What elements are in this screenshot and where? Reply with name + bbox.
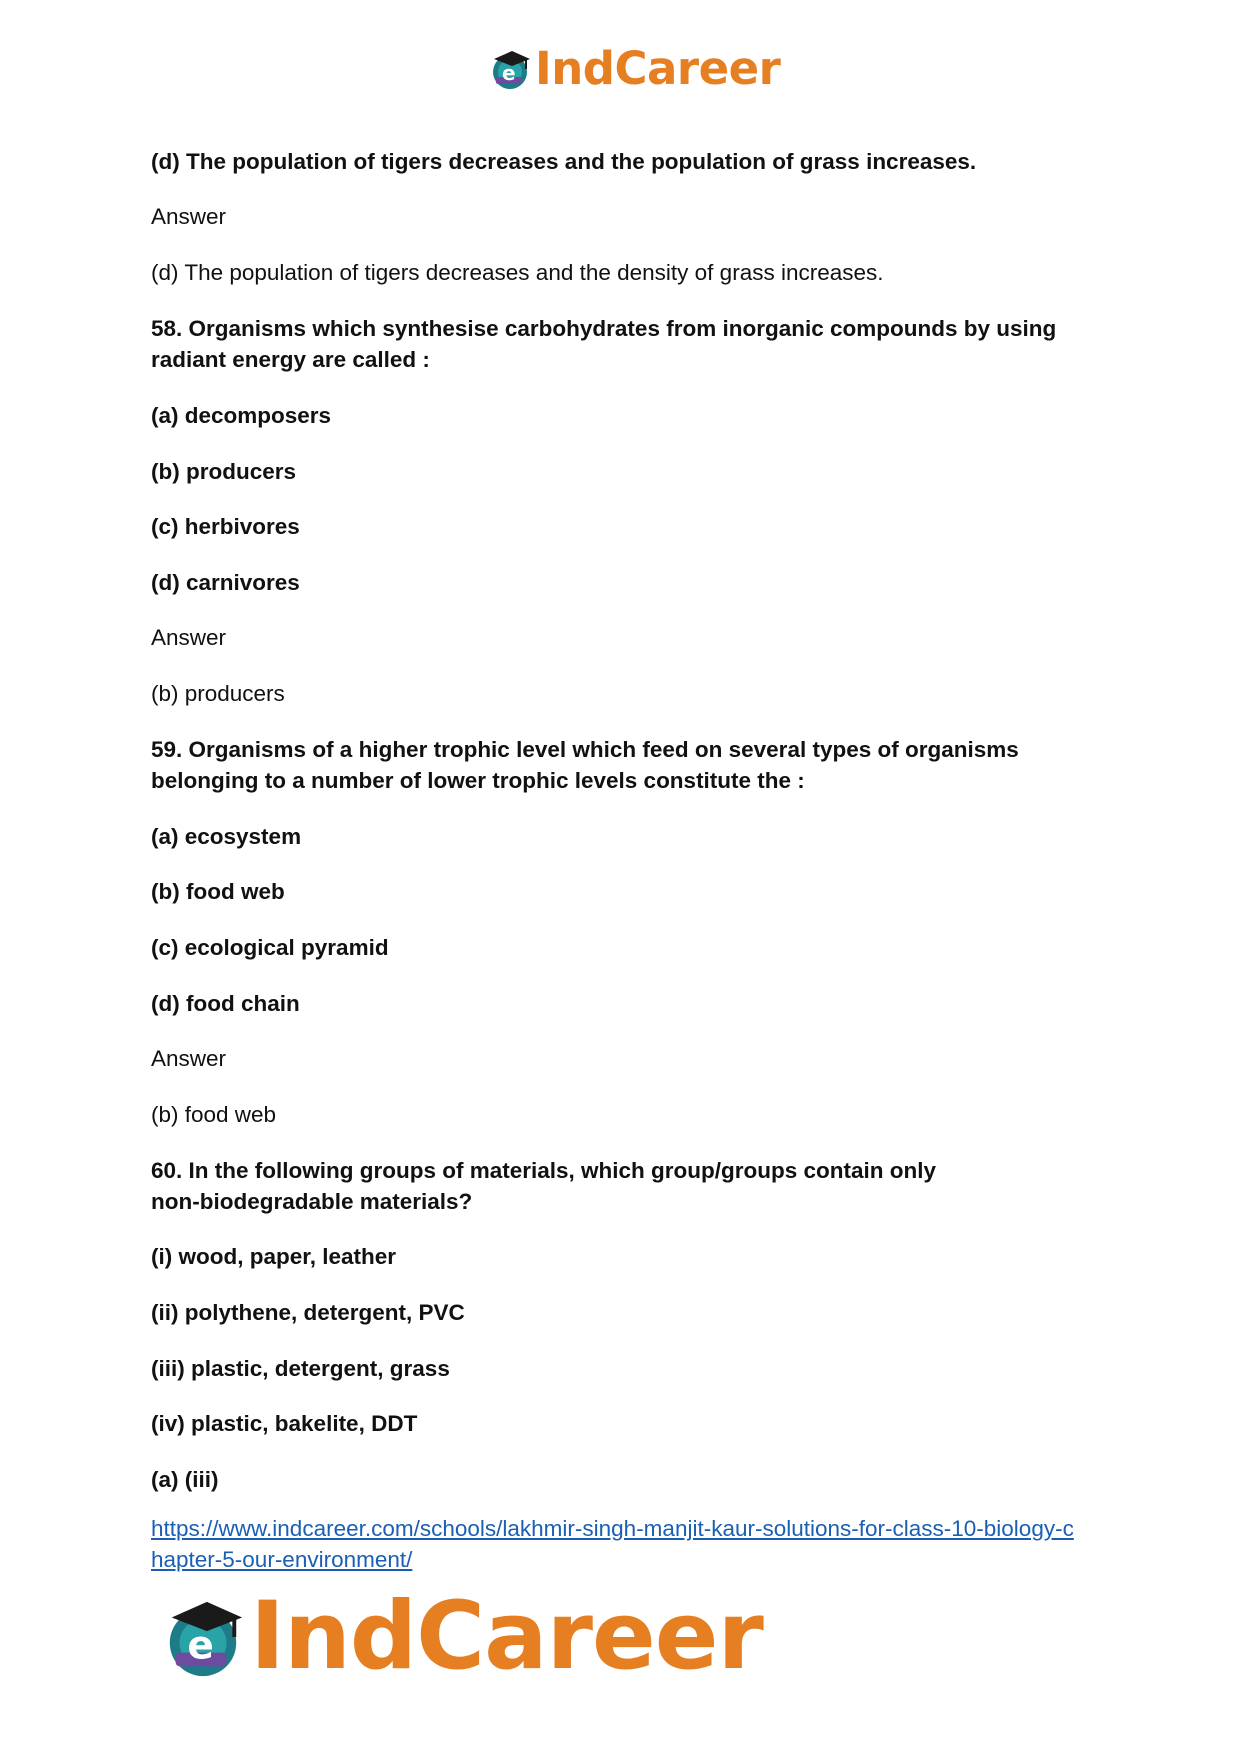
- graduation-globe-icon: [488, 47, 532, 91]
- indcareer-logo-top: [488, 42, 780, 95]
- q59-answer: (b) food web: [151, 1102, 277, 1127]
- q58-question-line1: 58. Organisms which synthesise carbohydrates from inorganic compounds by using: [151, 316, 1057, 341]
- q59-option-a: (a) ecosystem: [151, 824, 302, 849]
- q60-option-iv: (iv) plastic, bakelite, DDT: [151, 1411, 418, 1436]
- q58-question-line2: radiant energy are called :: [151, 347, 430, 372]
- source-link-part1[interactable]: https://www.indcareer.com/schools/lakhmir-singh-manjit-kaur-solutions-for-class-10-biology-c: [151, 1516, 1074, 1541]
- q59-question-line1: 59. Organisms of a higher trophic level which feed on several types of organisms: [151, 737, 1019, 762]
- q59-question-line2: belonging to a number of lower trophic levels constitute the :: [151, 768, 805, 793]
- q57-answer-label: Answer: [151, 204, 227, 229]
- q60-option-i: (i) wood, paper, leather: [151, 1244, 397, 1269]
- graduation-globe-icon: [160, 1594, 246, 1680]
- q58-option-d: (d) carnivores: [151, 570, 300, 595]
- q60-option-iii: (iii) plastic, detergent, grass: [151, 1356, 450, 1381]
- source-link-line1: [151, 1513, 1111, 1544]
- logo-wordmark: IndCareer: [250, 1582, 763, 1691]
- q58-answer-label: Answer: [151, 625, 227, 650]
- source-link-line2: [151, 1544, 1111, 1575]
- q60-option-ii: (ii) polythene, detergent, PVC: [151, 1300, 465, 1325]
- logo-wordmark: IndCareer: [535, 42, 781, 95]
- q59-option-d: (d) food chain: [151, 991, 300, 1016]
- indcareer-logo-bottom: [160, 1582, 763, 1691]
- q60-option-a: (a) (iii): [151, 1467, 219, 1492]
- q59-answer-label: Answer: [151, 1046, 227, 1071]
- q57-answer: (d) The population of tigers decreases and the density of grass increases.: [151, 260, 884, 285]
- q58-option-a: (a) decomposers: [151, 403, 332, 428]
- q59-option-c: (c) ecological pyramid: [151, 935, 389, 960]
- source-link-part2[interactable]: hapter-5-our-environment/: [151, 1547, 413, 1572]
- q59-option-b: (b) food web: [151, 879, 285, 904]
- q60-question-line2: non-biodegradable materials?: [151, 1189, 473, 1214]
- q57-option-d: (d) The population of tigers decreases and the population of grass increases.: [151, 149, 977, 174]
- q58-option-b: (b) producers: [151, 459, 297, 484]
- logo-e-letter: e: [502, 60, 516, 85]
- logo-e-letter: e: [187, 1623, 214, 1668]
- q58-option-c: (c) herbivores: [151, 514, 300, 539]
- q58-answer: (b) producers: [151, 681, 285, 706]
- q60-question-line1: 60. In the following groups of materials, which group/groups contain only: [151, 1158, 937, 1183]
